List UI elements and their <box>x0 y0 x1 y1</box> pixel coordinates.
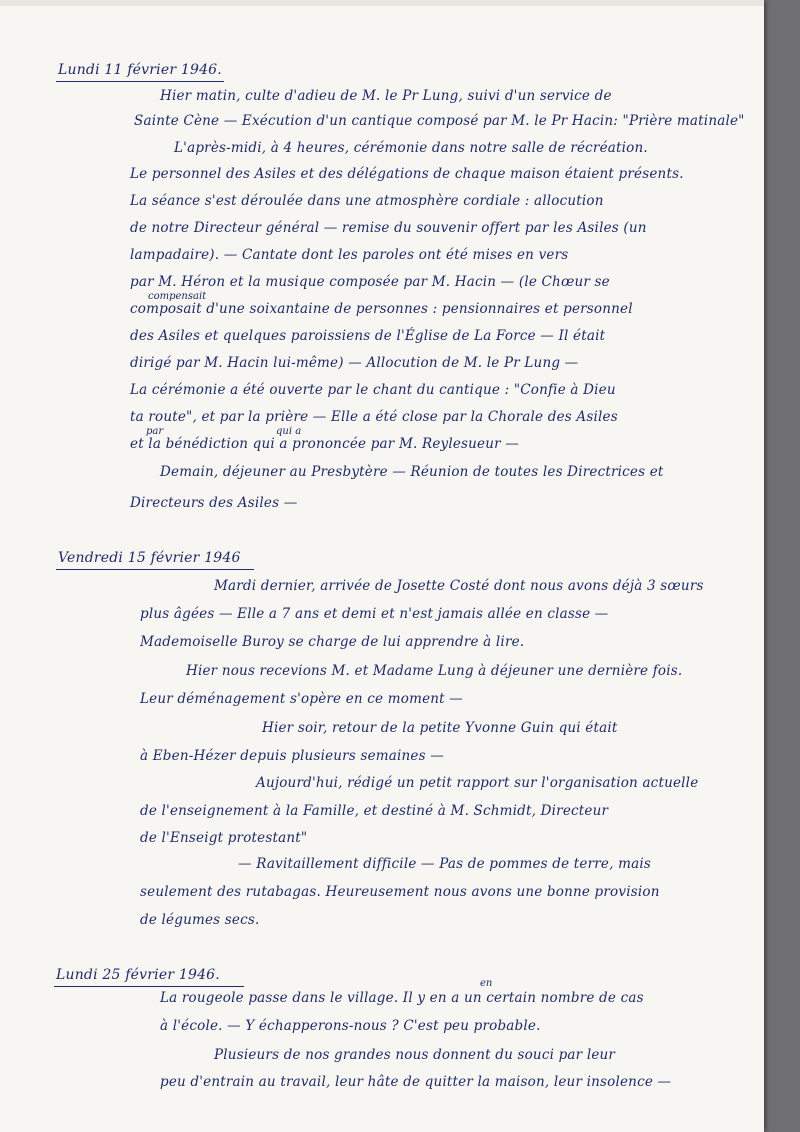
entry-3-line-1: La rougeole passe dans le village. Il y en a un certain nombre de cas <box>160 990 644 1006</box>
entry-1-line-12: La cérémonie a été ouverte par le chant du cantique : "Confie à Dieu <box>130 382 616 398</box>
entry-2-line-13: de légumes secs. <box>140 912 260 928</box>
entry-1-line-14: et la bénédiction qui a prononcée par M. Reylesueur — <box>130 436 519 452</box>
entry-3-date-underline <box>54 986 244 987</box>
entry-2-line-8: Aujourd'hui, rédigé un petit rapport sur l'organisation actuelle <box>256 775 699 791</box>
entry-2-line-3: Mademoiselle Buroy se charge de lui apprendre à lire. <box>140 634 525 650</box>
entry-1-line-6: de notre Directeur général — remise du souvenir offert par les Asiles (un <box>130 220 647 236</box>
entry-1-line-5: La séance s'est déroulée dans une atmosphère cordiale : allocution <box>130 193 604 209</box>
entry-2-line-12: seulement des rutabagas. Heureusement nous avons une bonne provision <box>140 884 660 900</box>
entry-2-line-5: Leur déménagement s'opère en ce moment — <box>140 691 463 707</box>
entry-2-line-6: Hier soir, retour de la petite Yvonne Guin qui était <box>262 720 618 736</box>
entry-2-line-10: de l'Enseigt protestant" <box>140 830 308 846</box>
entry-1-line-2: Sainte Cène — Exécution d'un cantique composé par M. le Pr Hacin: "Prière matinale" <box>134 113 745 129</box>
entry-2-line-4: Hier nous recevions M. et Madame Lung à déjeuner une dernière fois. <box>186 663 683 679</box>
entry-2-date-underline <box>56 569 254 570</box>
entry-1-line-8: par M. Héron et la musique composée par M. Hacin — (le Chœur se <box>130 274 610 290</box>
entry-1-line-3: L'après-midi, à 4 heures, cérémonie dans notre salle de récréation. <box>174 140 648 156</box>
entry-2-date: Vendredi 15 février 1946 <box>58 550 241 566</box>
entry-3-line-4: peu d'entrain au travail, leur hâte de quitter la maison, leur insolence — <box>160 1074 672 1090</box>
entry-1-line-7: lampadaire). — Cantate dont les paroles ont été mises en vers <box>130 247 569 263</box>
entry-1-date: Lundi 11 février 1946. <box>58 62 222 78</box>
entry-1-date-underline <box>56 81 224 82</box>
entry-2-line-2: plus âgées — Elle a 7 ans et demi et n'est jamais allée en classe — <box>140 606 609 622</box>
insert-par: par <box>146 426 164 437</box>
entry-3-line-2: à l'école. — Y échapperons-nous ? C'est peu probable. <box>160 1018 541 1034</box>
entry-1-line-10: des Asiles et quelques paroissiens de l'Église de La Force — Il était <box>130 328 606 344</box>
entry-1-line-11: dirigé par M. Hacin lui-même) — Allocution de M. le Pr Lung — <box>130 355 579 371</box>
entry-2-line-11: — Ravitaillement difficile — Pas de pommes de terre, mais <box>238 856 651 872</box>
insert-qui-a: qui a <box>276 426 302 437</box>
entry-1-line-16: Directeurs des Asiles — <box>130 495 298 511</box>
entry-2-line-7: à Eben-Hézer depuis plusieurs semaines — <box>140 748 444 764</box>
entry-1-line-1: Hier matin, culte d'adieu de M. le Pr Lung, suivi d'un service de <box>160 88 612 104</box>
entry-3-line-3: Plusieurs de nos grandes nous donnent du souci par leur <box>214 1047 616 1063</box>
entry-1-line-15: Demain, déjeuner au Presbytère — Réunion de toutes les Directrices et <box>160 464 664 480</box>
entry-1-line-4: Le personnel des Asiles et des délégations de chaque maison étaient présents. <box>130 166 684 182</box>
entry-2-line-1: Mardi dernier, arrivée de Josette Costé dont nous avons déjà 3 sœurs <box>214 578 704 594</box>
scan-border <box>0 0 764 6</box>
insert-en: en <box>480 978 493 989</box>
entry-2-line-9: de l'enseignement à la Famille, et destiné à M. Schmidt, Directeur <box>140 803 609 819</box>
entry-1-line-13: ta route", et par la prière — Elle a été close par la Chorale des Asiles <box>130 409 618 425</box>
entry-1-line-9: composait d'une soixantaine de personnes : pensionnaires et personnel <box>130 301 633 317</box>
entry-3-date: Lundi 25 février 1946. <box>56 967 220 983</box>
insert-compensait: compensait <box>148 291 207 302</box>
